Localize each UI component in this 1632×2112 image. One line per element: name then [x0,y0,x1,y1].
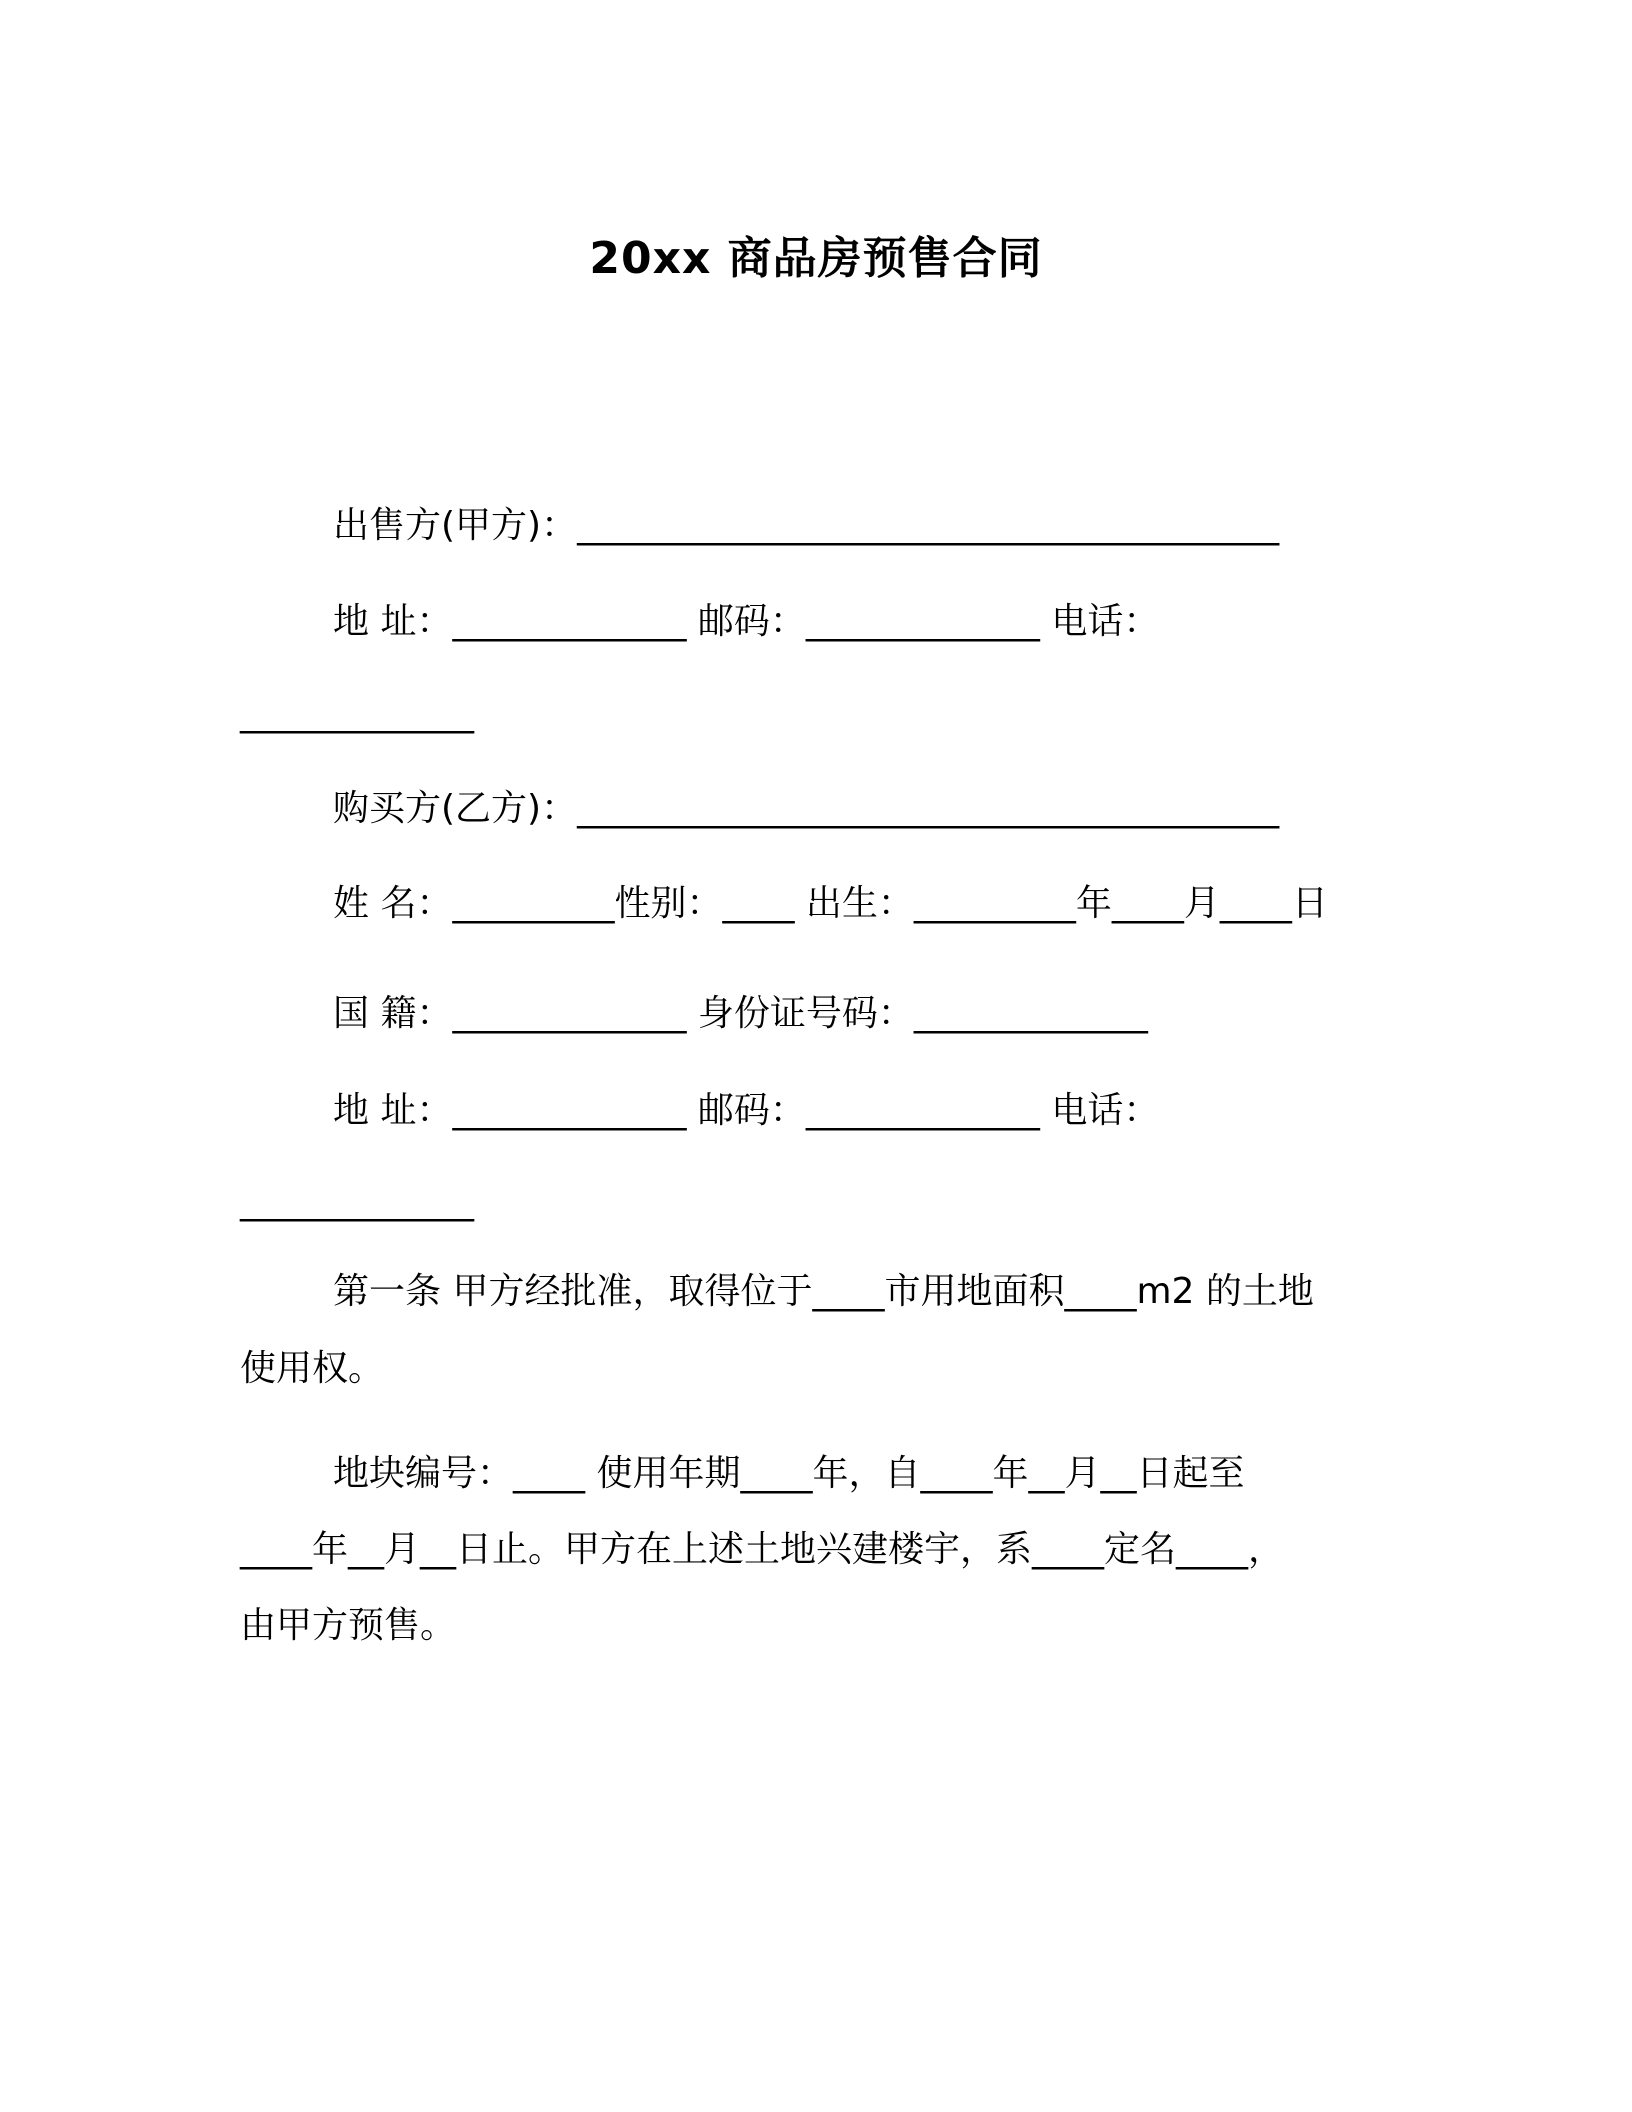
seller-address-line: 地 址：_____________ 邮码：_____________ 电话： [333,601,1160,642]
plot-line-1: 地块编号：____ 使用年期____年，自____年__月__日起至 [333,1453,1245,1494]
buyer-phone-continuation: _____________ [240,1181,474,1222]
buyer-address-line: 地 址：_____________ 邮码：_____________ 电话： [333,1090,1160,1131]
document-title: 20xx 商品房预售合同 [589,233,1043,284]
buyer-name-line: 购买方(乙方)：_______________________________________ [333,788,1280,829]
article-one-line-1: 第一条 甲方经批准，取得位于____市用地面积____m2 的土地 [333,1271,1314,1312]
seller-name-line: 出售方(甲方)：_______________________________________ [333,505,1280,546]
buyer-nationality-line: 国 籍：_____________ 身份证号码：_____________ [333,993,1148,1034]
seller-phone-continuation: _____________ [240,693,474,734]
buyer-personal-line: 姓 名：_________性别：____ 出生：_________年____月____日 [333,883,1328,924]
article-one-line-2: 使用权。 [240,1348,385,1389]
plot-line-3: 由甲方预售。 [240,1605,457,1646]
plot-line-2: ____年__月__日止。甲方在上述土地兴建楼宇，系____定名____， [240,1529,1285,1570]
